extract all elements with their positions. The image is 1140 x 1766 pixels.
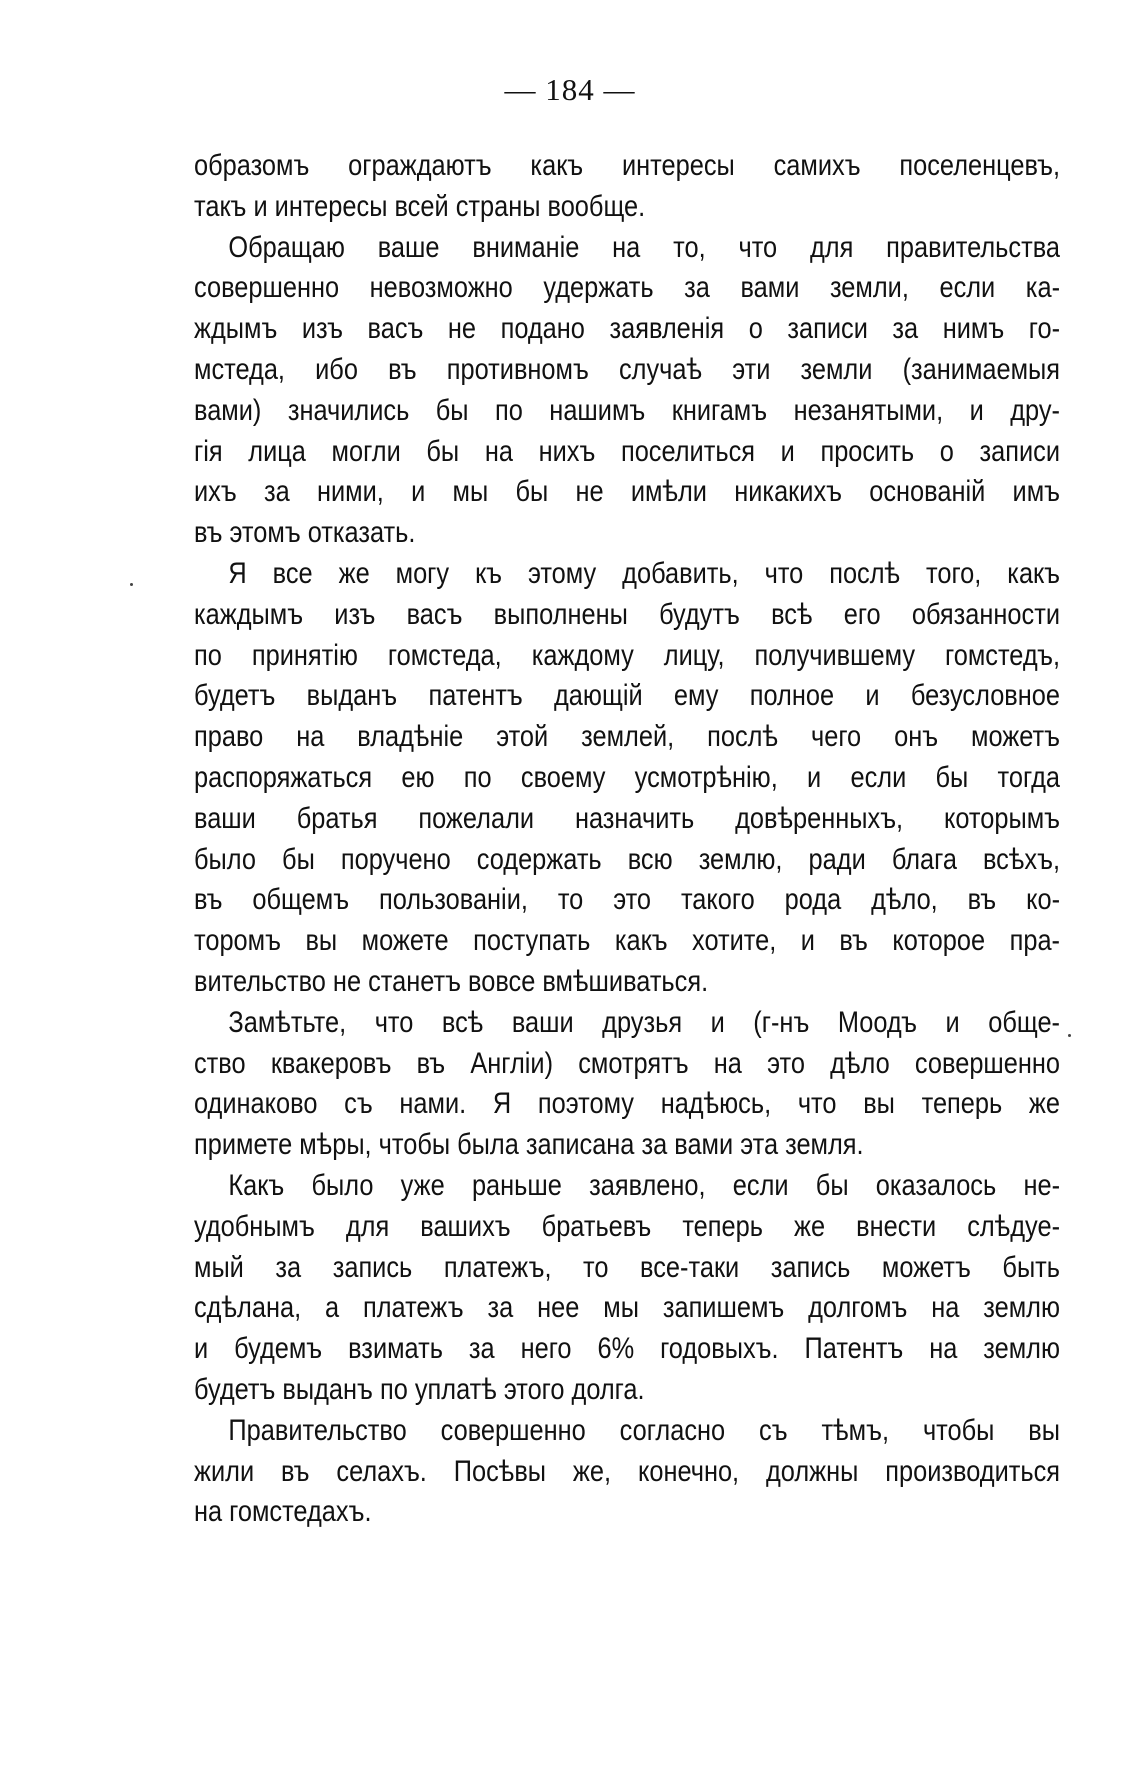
paragraph-1 [194,146,1060,228]
text-line: ство квакеровъ въ Англіи) смотрятъ на это дѣло совершенно [194,1046,1061,1080]
text-line: образомъ ограждаютъ какъ интересы самихъ поселенцевъ, [194,149,1061,182]
text-line: было бы поручено содержать всю землю, ради блага всѣхъ, [194,842,1061,876]
text-line: мый за запись платежъ, то все-таки запись можетъ быть [194,1250,1061,1284]
page-number: — 184 — [504,72,636,107]
text-line: Обращаю ваше вниманіе на то, что для правительства [228,230,1061,264]
text-line: каждымъ изъ васъ выполнены будутъ всѣ его обязанности [194,597,1061,631]
text-line: ихъ за ними, и мы бы не имѣли никакихъ основаній имъ [194,475,1061,509]
text-line: въ общемъ пользованіи, то это такого рода дѣло, въ ко- [194,883,1061,917]
text-line: по принятію гомстеда, каждому лицу, получившему гомстедъ, [194,638,1061,672]
text-line: мстеда, ибо въ противномъ случаѣ эти земли (занимаемыя [194,352,1061,386]
text-line: жили въ селахъ. Посѣвы же, конечно, должны производиться [194,1454,1061,1488]
margin-mark-right [1068,1034,1071,1037]
text-line: ждымъ изъ васъ не подано заявленія о записи за нимъ го- [194,312,1061,346]
text-line: и будемъ взимать за него 6% годовыхъ. Патентъ на землю [194,1332,1061,1366]
text-line: Правительство совершенно согласно съ тѣмъ, чтобы вы [228,1413,1061,1447]
paragraph-2 [194,228,1060,554]
text-line: примете мѣры, чтобы была записана за вами эта земля. [194,1128,864,1162]
text-line: будетъ выданъ патентъ дающій ему полное и безусловное [194,679,1061,713]
paragraph-5 [194,1166,1060,1411]
text-line: Замѣтьте, что всѣ ваши друзья и (г-нъ Моодъ и обще- [228,1005,1061,1039]
text-line: одинаково съ нами. Я поэтому надѣюсь, что вы теперь же [194,1087,1061,1121]
text-line: распоряжаться ею по своему усмотрѣнію, и если бы тогда [194,760,1061,794]
paragraph-3 [194,554,1060,1003]
paragraph-4 [194,1003,1060,1166]
text-line: сдѣлана, а платежъ за нее мы запишемъ долгомъ на землю [194,1291,1061,1325]
text-line: совершенно невозможно удержать за вами земли, если ка- [194,271,1061,305]
text-line: будетъ выданъ по уплатѣ этого долга. [194,1372,645,1406]
text-line: гія лица могли бы на нихъ поселиться и просить о записи [194,434,1061,468]
text-line: такъ и интересы всей страны вообще. [194,189,646,223]
text-line: вами) значились бы по нашимъ книгамъ незанятыми, и дру- [194,393,1061,427]
text-line: ваши братья пожелали назначить довѣренныхъ, которымъ [194,801,1061,835]
margin-mark-left [130,583,133,586]
text-line: Я все же могу къ этому добавить, что послѣ того, какъ [228,556,1061,590]
text-line: вительство не станетъ вовсе вмѣшиваться. [194,964,709,998]
text-line: Какъ было уже раньше заявлено, если бы оказалось не- [228,1168,1061,1202]
text-line: удобнымъ для вашихъ братьевъ теперь же внести слѣдуе- [194,1209,1061,1243]
paragraph-6 [194,1411,1060,1533]
body-text [194,146,1060,1533]
text-line: торомъ вы можете поступать какъ хотите, и въ которое пра- [194,924,1061,958]
text-line: въ этомъ отказать. [194,516,416,550]
text-line: на гомстедахъ. [194,1495,372,1529]
text-line: право на владѣніе этой землей, послѣ чего онъ можетъ [194,720,1061,754]
